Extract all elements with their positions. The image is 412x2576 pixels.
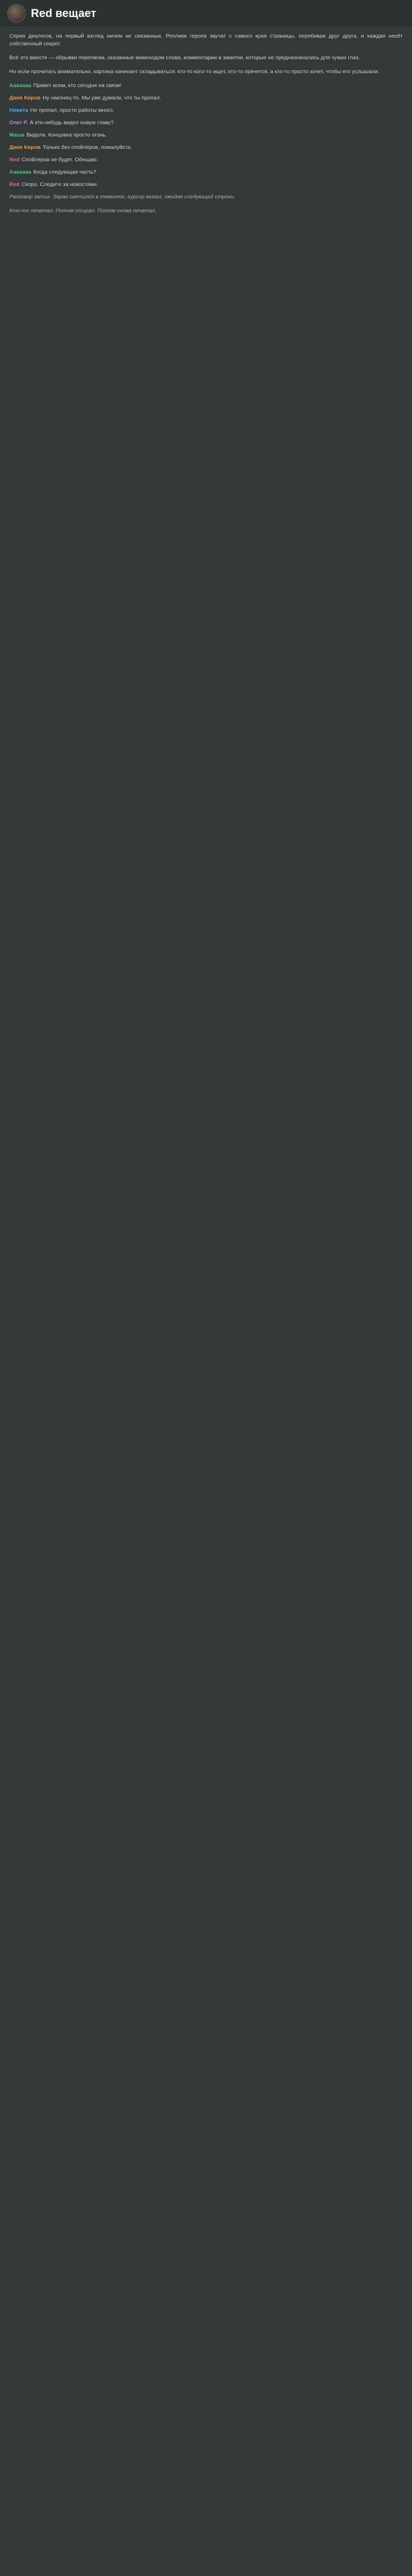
chat-message xyxy=(9,131,403,139)
message-nick: Red xyxy=(9,181,20,188)
chat-message xyxy=(9,181,403,189)
message-nick: Ааааааа xyxy=(9,169,31,175)
message-text: Только без спойлеров, пожалуйста. xyxy=(42,144,132,150)
page-title: Red вещает xyxy=(31,7,96,20)
message-text: Не пропал, просто работы много. xyxy=(30,107,114,113)
chat-message xyxy=(9,94,403,102)
story-content xyxy=(0,27,412,2576)
chat-message xyxy=(9,168,403,176)
message-text: Видела. Концовка просто огонь. xyxy=(26,132,107,138)
message-nick: Даня Киров xyxy=(9,144,41,150)
message-text: Когда следующая часть? xyxy=(33,169,96,175)
paragraph: Всё это вместе — обрывки переписки, сказанные мимоходом слова, комментарии и заметки, которые не предназначались для чужих глаз. xyxy=(9,55,360,61)
message-nick: Никита xyxy=(9,107,28,113)
message-nick: Маша xyxy=(9,132,25,138)
chat-message xyxy=(9,82,403,90)
chat-message xyxy=(9,119,403,127)
message-nick: Red xyxy=(9,157,20,163)
message-nick: Олег Р. xyxy=(9,120,28,126)
narration: Кто-то печатал. Потом стирал. Потом снова печатал. xyxy=(9,208,157,214)
paragraph: Но если прочитать внимательно, картина начинает складываться: кто-то кого-то ищет, кто-то прячется, а кто-то просто хочет, чтобы его услышали. xyxy=(9,69,380,75)
avatar[interactable] xyxy=(7,4,26,23)
chat-message xyxy=(9,144,403,151)
message-text: А кто-нибудь видел новую главу? xyxy=(30,120,114,126)
narration: Разговор затих. Экран светился в темноте, курсор мигал, ожидая следующей строки. xyxy=(9,194,235,200)
message-text: Привет всем, кто сегодня на связи! xyxy=(33,82,122,89)
page-header xyxy=(0,0,412,27)
chat-message xyxy=(9,107,403,114)
message-text: Ну наконец-то. Мы уже думали, что ты пропал. xyxy=(42,95,161,101)
message-nick: Даня Киров xyxy=(9,95,41,101)
message-text: Скоро. Следите за новостями. xyxy=(21,181,98,188)
message-nick: Ааааааа xyxy=(9,82,31,89)
paragraph: Серия диалогов, на первый взгляд ничем не связанных. Реплики героев звучат с самого края страницы, перебивая друг друга, и каждая несёт собственный секрет. xyxy=(9,33,403,47)
chat-message xyxy=(9,156,403,164)
message-text: Спойлеров не будет. Обещаю. xyxy=(21,157,98,163)
